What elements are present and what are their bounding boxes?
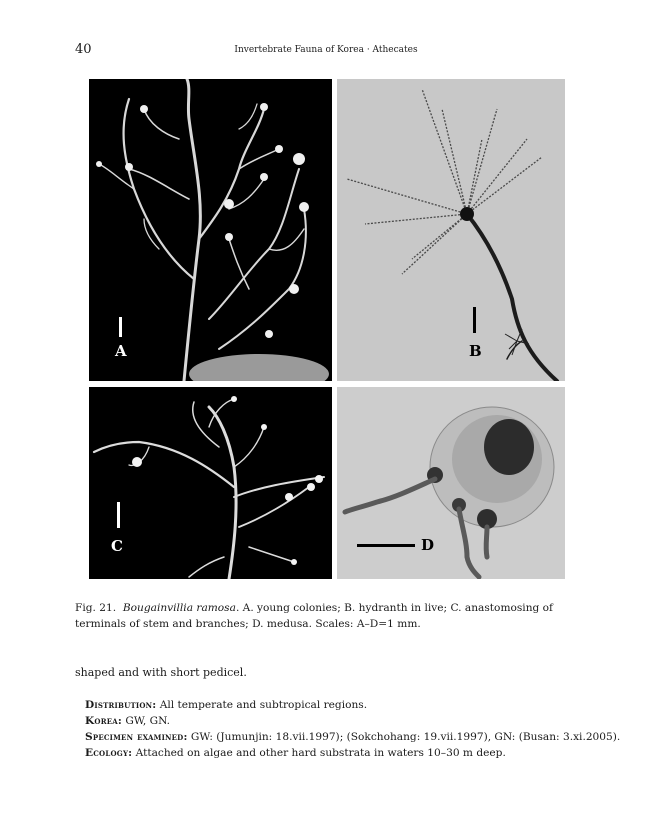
entry-text: Attached on algae and other hard substrata in waters 10–30 m deep. — [132, 747, 506, 759]
page-number: 40 — [75, 42, 92, 57]
entry-korea — [85, 713, 595, 729]
entry-label: Korea: — [85, 715, 122, 727]
species-name: Bougainvillia ramosa — [122, 602, 236, 614]
body-continuation: shaped and with short pedicel. — [75, 666, 247, 679]
entry-label: Distribution: — [85, 699, 157, 711]
panel-b-image — [337, 79, 565, 381]
panel-label-a: A — [115, 342, 127, 360]
panel-label-c: C — [111, 537, 123, 555]
caption-text: . A. young colonies; B. hydranth in live; C. anastomosing of terminals of stem and branches; D. medusa. Scales: A–D=1 mm. — [75, 602, 553, 630]
panel-d-photo — [337, 387, 565, 579]
entry-specimen-examined — [85, 729, 621, 745]
scale-bar-a — [119, 317, 122, 337]
entry-text: GW: (Jumunjin: 18.vii.1997); (Sokchohang: 19.vii.1997), GN: (Busan: 3.xi.2005). — [187, 731, 621, 743]
scale-bar-c — [117, 502, 120, 528]
entry-label: Ecology: — [85, 747, 133, 759]
panel-c-photo — [89, 387, 332, 579]
figure — [89, 79, 565, 579]
running-head: Invertebrate Fauna of Korea · Athecates — [234, 45, 418, 55]
species-entries — [85, 697, 621, 761]
entry-ecology — [85, 745, 595, 761]
panel-d-image — [337, 387, 565, 579]
entry-text: All temperate and subtropical regions. — [156, 699, 368, 711]
entry-distribution — [85, 697, 595, 713]
figure-caption — [75, 600, 580, 632]
panel-c-image — [89, 387, 332, 579]
panel-label-d: D — [421, 536, 435, 554]
scale-bar-b — [473, 307, 476, 333]
entry-text: GW, GN. — [122, 715, 171, 727]
panel-b-photo — [337, 79, 565, 381]
entry-label: Specimen examined: — [85, 731, 188, 743]
panel-a-image — [89, 79, 332, 381]
panel-label-b: B — [469, 342, 482, 360]
figure-number: Fig. 21. — [75, 602, 117, 614]
panel-a-photo — [89, 79, 332, 381]
scale-bar-d — [357, 544, 415, 547]
